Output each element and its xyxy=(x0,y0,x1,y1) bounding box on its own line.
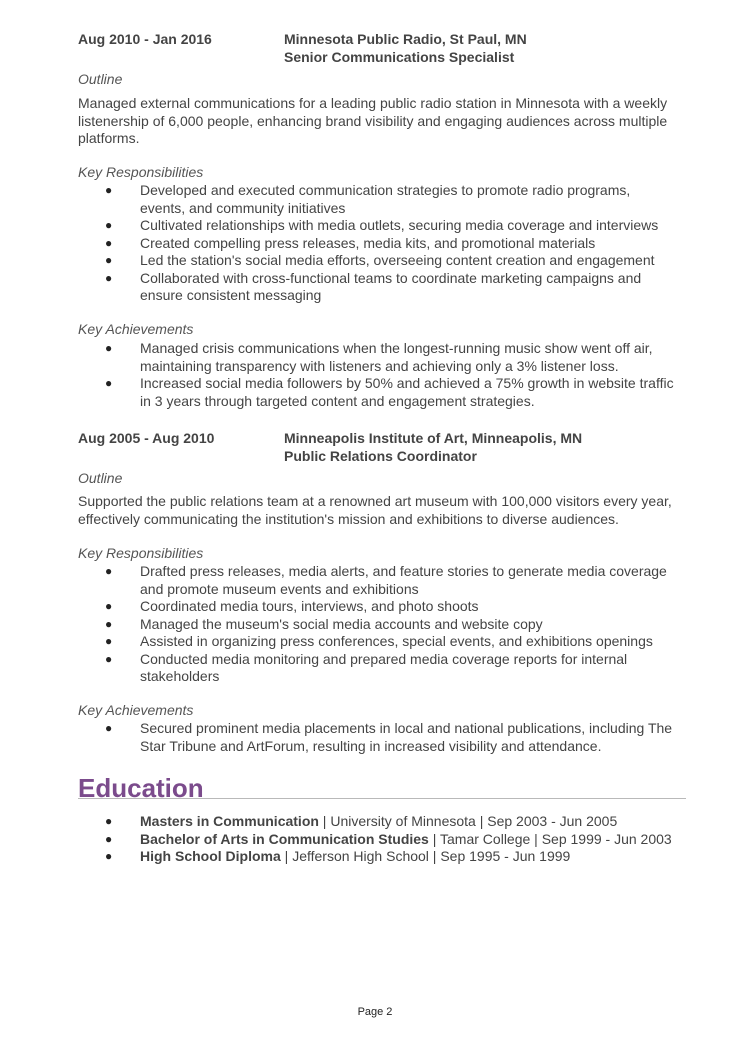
list-item: ● Led the station's social media efforts, overseeing content creation and engagement xyxy=(105,252,655,268)
page-number: Page 2 xyxy=(357,1006,393,1018)
bullet-icon: ● xyxy=(105,270,113,285)
achievements-list xyxy=(78,720,678,755)
bullet-icon: ● xyxy=(105,183,113,197)
job-role: Public Relations Coordinator xyxy=(284,448,477,464)
bullet-icon: ● xyxy=(105,341,113,355)
degree-details: | Tamar College | Sep 1999 - Jun 2003 xyxy=(428,830,672,847)
degree-name: Bachelor of Arts in Communication Studies xyxy=(140,830,429,847)
bullet-icon: ● xyxy=(105,564,113,578)
job-dates: Aug 2010 - Jan 2016 xyxy=(78,31,212,47)
job-role: Senior Communications Specialist xyxy=(284,49,515,65)
list-item: ● Created compelling press releases, media kits, and promotional materials xyxy=(105,234,596,251)
achievements-list xyxy=(78,340,678,410)
education-item xyxy=(78,848,678,866)
responsibilities-list xyxy=(78,563,678,686)
list-item: ● Managed the museum's social media accounts and website copy xyxy=(105,615,543,632)
bullet-icon: ● xyxy=(105,831,113,846)
bullet-icon: ● xyxy=(105,376,113,390)
achievements-label: Key Achievements xyxy=(78,702,194,718)
outline-label: Outline xyxy=(78,470,123,486)
degree-name: Masters in Communication xyxy=(140,813,319,829)
list-item: ● Secured prominent media placements in local and national publications, including The Star Tribune and ArtForum, resulting in increased visibility and attendance. xyxy=(105,720,673,754)
education-list xyxy=(78,813,678,866)
list-item: ● Coordinated media tours, interviews, and photo shoots xyxy=(105,598,479,614)
bullet-icon: ● xyxy=(105,814,113,828)
bullet-icon: ● xyxy=(105,616,113,631)
bullet-icon: ● xyxy=(105,849,113,863)
job-organization: Minnesota Public Radio, St Paul, MN xyxy=(284,31,527,47)
list-item: ● Increased social media followers by 50% and achieved a 75% growth in website traffic in 3 years through targeted content and engagement strategies. xyxy=(105,375,674,409)
bullet-icon: ● xyxy=(105,634,113,648)
bullet-icon: ● xyxy=(105,599,113,613)
list-item: ● Developed and executed communication strategies to promote radio programs, events, and community initiatives xyxy=(105,182,631,216)
degree-details: | University of Minnesota | Sep 2003 - Jun 2005 xyxy=(318,813,618,829)
bullet-icon: ● xyxy=(105,721,113,735)
bullet-icon: ● xyxy=(105,235,113,250)
section-divider xyxy=(78,798,686,799)
responsibilities-label: Key Responsibilities xyxy=(78,164,204,180)
education-item xyxy=(78,831,678,849)
job-dates: Aug 2005 - Aug 2010 xyxy=(78,430,215,446)
achievements-label: Key Achievements xyxy=(78,321,194,337)
list-item: ● Conducted media monitoring and prepared media coverage reports for internal stakeholders xyxy=(105,650,628,684)
list-item: ● Drafted press releases, media alerts, and feature stories to generate media coverage and promote museum events and exhibitions xyxy=(105,563,667,597)
list-item: ● Cultivated relationships with media outlets, securing media coverage and interviews xyxy=(105,217,659,233)
education-heading: Education xyxy=(78,773,204,803)
list-item: ● Collaborated with cross-functional teams to coordinate marketing campaigns and ensure consistent messaging xyxy=(105,269,642,303)
job-outline: Supported the public relations team at a renowned art museum with 100,000 visitors every year, effectively communicating the institution's mission and exhibitions to diverse audiences. xyxy=(78,493,672,527)
responsibilities-list xyxy=(78,182,678,305)
bullet-icon: ● xyxy=(105,253,113,267)
degree-details: | Jefferson High School | Sep 1995 - Jun 1999 xyxy=(280,848,571,864)
job-organization: Minneapolis Institute of Art, Minneapolis, MN xyxy=(284,430,583,446)
outline-label: Outline xyxy=(78,71,123,87)
education-item xyxy=(78,813,678,831)
bullet-icon: ● xyxy=(105,218,113,232)
bullet-icon: ● xyxy=(105,651,113,666)
list-item: ● Assisted in organizing press conferences, special events, and exhibitions openings xyxy=(105,633,653,649)
responsibilities-label: Key Responsibilities xyxy=(78,545,204,561)
job-outline: Managed external communications for a leading public radio station in Minnesota with a weekly listenership of 6,000 people, enhancing brand visibility and engaging audiences across multiple platforms. xyxy=(78,95,668,146)
list-item: ● Managed crisis communications when the longest-running music show went off air, maintaining transparency with listeners and achieving only a 3% listener loss. xyxy=(105,340,653,374)
degree-name: High School Diploma xyxy=(140,848,281,864)
